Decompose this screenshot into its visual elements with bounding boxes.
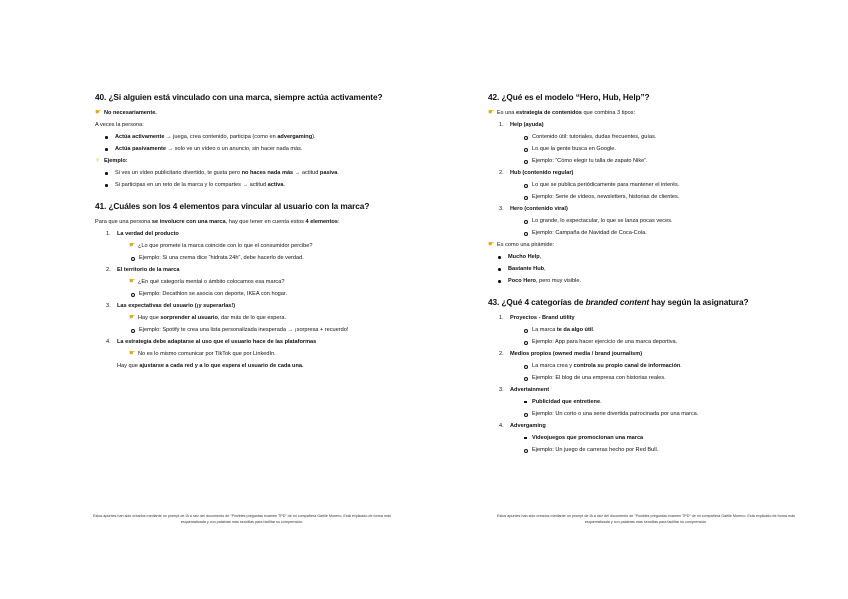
list-item: Ejemplo: Un juego de carreras hecho por Red Bull. (488, 446, 808, 454)
q41-closing: Hay que ajustarse a cada red y a lo que espera el usuario de cada una. (117, 363, 304, 369)
list-item: 4. Advergaming (499, 423, 546, 429)
list-item: Contenido útil: tutoriales, dudas frecuentes, guías. (488, 133, 808, 141)
list-item: 2. Hub (contenido regular) (499, 170, 574, 176)
list-item: Publicidad que entretiene. (488, 398, 808, 406)
list-item: Poco Hero, pero muy visible. (488, 277, 808, 285)
pointing-hand-icon: ☛ (129, 278, 136, 285)
pointing-hand-icon: ☛ (129, 350, 136, 357)
pointing-hand-icon: ☛ (129, 242, 136, 249)
list-item: Si ves un vídeo publicitario divertido, te gusta pero no haces nada más → actitud pasiva. (95, 169, 395, 177)
list-item: Actúa activamente → juega, crea contenido, participa (como en advergaming). (95, 133, 395, 141)
list-item: 4. La estrategia debe adaptarse al uso que el usuario hace de las plataformas (106, 339, 317, 345)
list-item: 1. Help (ayuda) (499, 122, 544, 128)
right-column (488, 92, 808, 458)
list-item: 3. Las expectativas del usuario (¡y superarlas!) (106, 303, 236, 309)
list-item: Ejemplo: App para hacer ejercicio de una marca deportiva. (488, 338, 808, 346)
list-item: 3. Hero (contenido viral) (499, 206, 568, 212)
list-item: Ejemplo: Spotify te crea una lista personalizada inesperada → ¡sorpresa + recuerdo! (95, 326, 395, 334)
left-column: 40. ¿Si alguien está vinculado con una marca, siempre actúa activamente? ☛ No necesariamente. A veces la persona: Actúa activamente → juega, crea contenido, participa (como en advergaming). Actúa pasivamente → solo ve un vídeo o un anuncio, sin hacer nada más. ♀ Ejemplo: Si ves un vídeo publicitario divertido, te gusta pero no haces nada más → actitud pasiva. Si participas en un reto de la marca y lo compartes → actitud activa. 41. ¿Cuáles son los 4 elementos para vincular al usuario con la marca? Para que una persona se involucre con una marca, hay que tener en cuenta estos 4 elementos: 1. La verdad del producto ☛ ¿Lo que promete la marca coincide con lo que el consumidor percibe? Ejemplo: Si una crema dice “hidrata 24h”, debe hacerlo de verdad. 2. El territorio de la marca ☛ ¿En qué categoría mental o ámbito colocamos esa marca? Ejemplo: Decathlon se asocia con deporte, IKEA con hogar. 3. Las expectativas del usuario (¡y superarlas!) ☛ Hay que sorprender al usuario, dar más de lo que espera. Ejemplo: Spotify te crea una lista personalizada inesperada → ¡sorpresa + recuerdo! 4. La estrategia debe adaptarse al uso que el usuario hace de las plataformas ☛ No es lo mismo comunicar por TikTok que por LinkedIn. Hay que ajustarse a cada red y a lo que espera el usuario de cada una. (95, 92, 395, 374)
pointing-hand-icon: ☛ (129, 314, 136, 321)
q40-answer: No necesariamente. (104, 110, 157, 116)
list-item: Ejemplo: “Cómo elegir tu talla de zapato Nike”. (488, 157, 808, 165)
list-item: Lo que se publica periódicamente para mantener el interés. (488, 181, 808, 189)
q43-title: 43. ¿Qué 4 categorías de branded content hay según la asignatura? (488, 297, 749, 307)
pyramid-label: Es como una pirámide: (497, 242, 555, 248)
list-item: 2. El territorio de la marca (106, 267, 180, 273)
list-item: Ejemplo: Un corto o una serie divertida patrocinada por una marca. (488, 410, 808, 418)
list-item: La marca te da algo útil. (488, 326, 808, 334)
lightbulb-icon: ♀ (95, 157, 101, 164)
list-item: Lo grande, lo espectacular, lo que se lanza pocas veces. (488, 217, 808, 225)
right-page (424, 0, 848, 599)
list-item: Ejemplo: Decathlon se asocia con deporte, IKEA con hogar. (95, 290, 395, 298)
pointing-hand-icon: ☛ (95, 109, 102, 116)
pointing-hand-icon: ☛ (488, 241, 495, 248)
list-item: Ejemplo: Campaña de Navidad de Coca-Cola. (488, 229, 808, 237)
list-item: Bastante Hub, (488, 265, 808, 273)
q42-intro: ☛ Es una estrategia de contenidos que combina 3 tipos: (488, 109, 636, 116)
list-item: 1. La verdad del producto (106, 231, 179, 237)
q41-intro: Para que una persona se involucre con una marca, hay que tener en cuenta estos 4 elementos: (95, 219, 340, 225)
list-item: La marca crea y controla su propio canal de información. (488, 362, 808, 370)
q40-intro: A veces la persona: (95, 122, 144, 128)
list-item: Videojuegos que promocionan una marca (488, 434, 808, 442)
list-item: 2. Medios propios (owned media / brand journalism) (499, 351, 643, 357)
q42-title: 42. ¿Qué es el modelo “Hero, Hub, Help”? (488, 92, 650, 102)
footer-note: Estos apuntes han sido creados mediante un prompt de IA a raíz del documento de “Posibles preguntas examen TPD” de mi compañera Gaëlle Moreno. Está explicado de forma más esquematizada y con palabras más sencillas para facilitar su comprensión. (93, 514, 391, 524)
example-label: Ejemplo: (104, 158, 128, 164)
list-item: Mucho Help, (488, 253, 808, 261)
list-item: Ejemplo: El blog de una empresa con historias reales. (488, 374, 808, 382)
list-item: Ejemplo: Serie de vídeos, newsletters, historias de clientes. (488, 193, 808, 201)
footer-note: Estos apuntes han sido creados mediante un prompt de IA a raíz del documento de “Posibles preguntas examen TPD” de mi compañera Gaëlle Moreno. Está explicado de forma más esquematizada y con palabras más sencillas para facilitar su comprensión. (497, 514, 795, 524)
list-item: Lo que la gente busca en Google. (488, 145, 808, 153)
list-item: 1. Proyectos - Brand utility (499, 315, 575, 321)
list-item: 3. Advertainment (499, 387, 550, 393)
list-item: Actúa pasivamente → solo ve un vídeo o un anuncio, sin hacer nada más. (95, 145, 395, 153)
pointing-hand-icon: ☛ (488, 109, 495, 116)
list-item: Ejemplo: Si una crema dice “hidrata 24h”, debe hacerlo de verdad. (95, 254, 395, 262)
q41-title: 41. ¿Cuáles son los 4 elementos para vincular al usuario con la marca? (95, 201, 370, 211)
q40-title: 40. ¿Si alguien está vinculado con una marca, siempre actúa activamente? (95, 92, 383, 102)
list-item: Si participas en un reto de la marca y lo compartes → actitud activa. (95, 181, 395, 189)
